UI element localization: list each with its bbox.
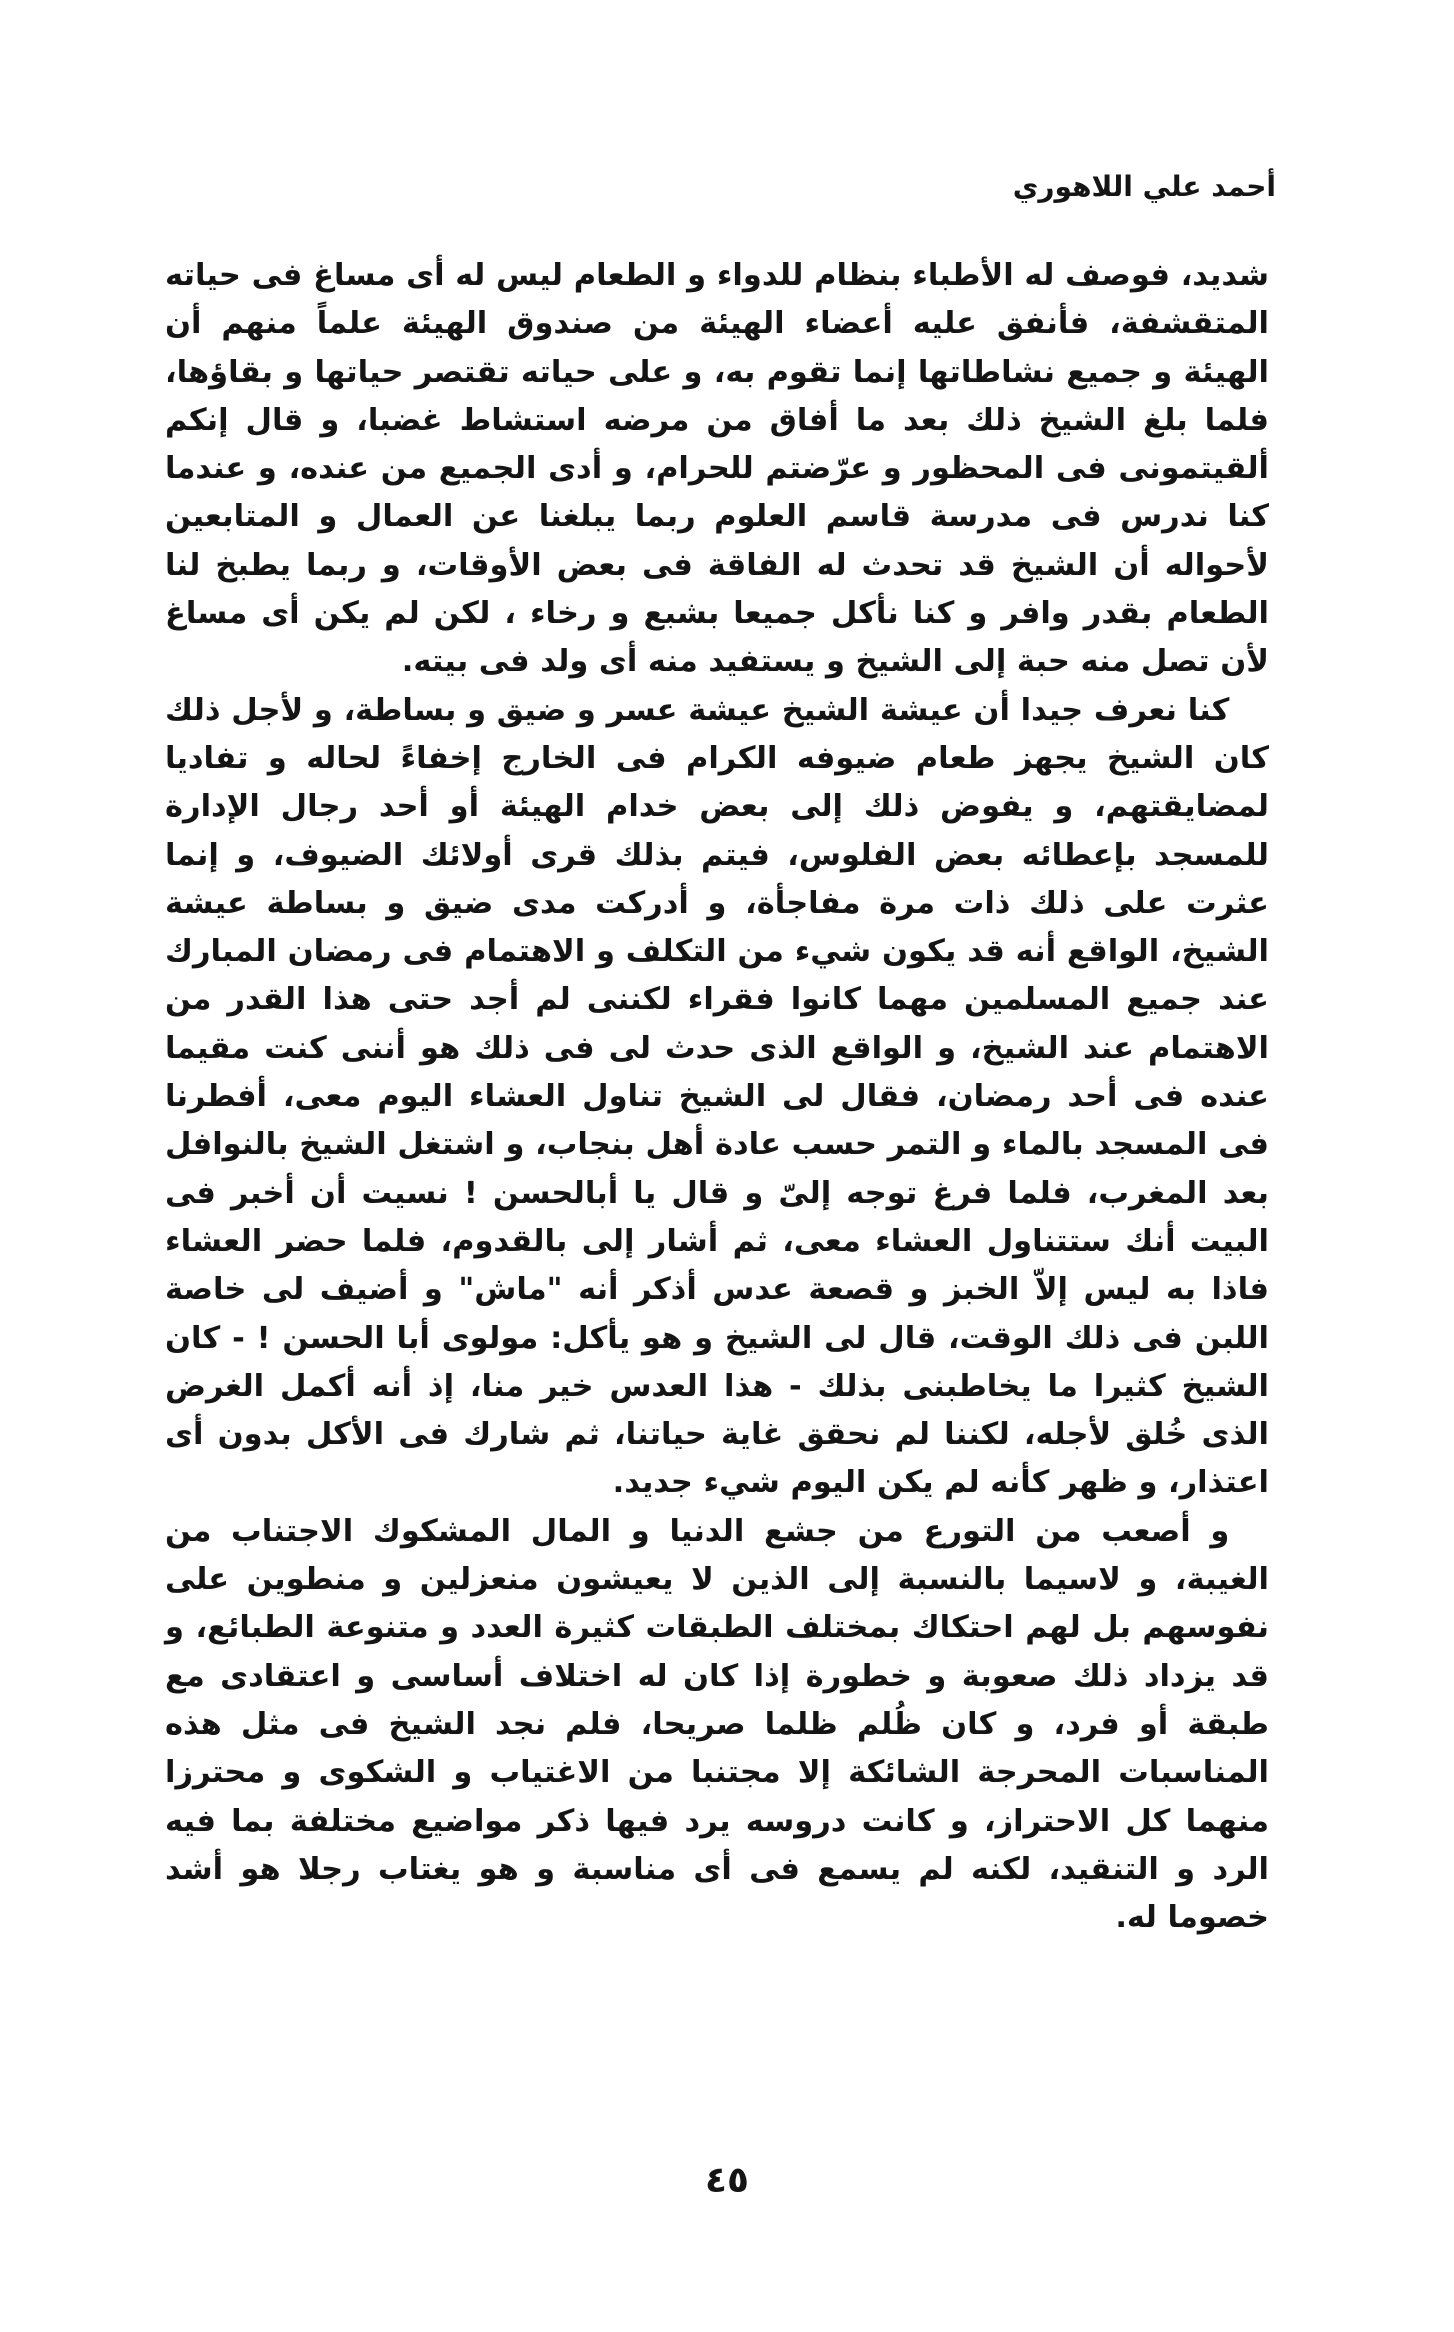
paragraph-3: و أصعب من التورع من جشع الدنيا و المال المشكوك الاجتناب من الغيبة، و لاسيما بالنسبة إلى الذين لا يعيشون منعزلين و منطوين على نفوسهم بل لهم احتكاك بمختلف الطبقات كثيرة العدد و متنوعة الطبائع، و قد يزداد ذلك صعوبة و خطورة إذا كان له اختلاف أساسى و اعتقادى مع طبقة أو فرد، و كان ظُلم ظلما صريحا، فلم نجد الشيخ فى مثل هذه المناسبات المحرجة الشائكة إلا مجتنبا من الاغتياب و الشكوى و محترزا منهما كل الاحتراز، و كانت دروسه يرد فيها ذكر مواضيع مختلفة بما فيه الرد و التنقيد، لكنه لم يسمع فى أى مناسبة و هو يغتاب رجلا هو أشد خصوما له. bbox=[165, 1513, 1269, 1936]
paragraph-1: شديد، فوصف له الأطباء بنظام للدواء و الطعام ليس له أى مساغ فى حياته المتقشفة، فأنفق عليه أعضاء الهيئة من صندوق الهيئة علماً منهم أن الهيئة و جميع نشاطاتها إنما تقوم به، و على حياته تقتصر حياتها و بقاؤها، فلما بلغ الشيخ ذلك بعد ما أفاق من مرضه استشاط غضبا، و قال إنكم ألقيتمونى فى المحظور و عرّضتم للحرام، و أدى الجميع من عنده، و عندما كنا ندرس فى مدرسة قاسم العلوم ربما يبلغنا عن العمال و المتابعين لأحواله أن الشيخ قد تحدث له الفاقة فى بعض الأوقات، و ربما يطبخ لنا الطعام بقدر وافر و كنا نأكل جميعا بشبع و رخاء ، لكن لم يكن أى مساغ لأن تصل منه حبة إلى الشيخ و يستفيد منه أى ولد فى بيته. bbox=[165, 258, 1269, 680]
page-number: ٤٥ bbox=[705, 2160, 749, 2201]
paragraph-2: كنا نعرف جيدا أن عيشة الشيخ عيشة عسر و ضيق و بساطة، و لأجل ذلك كان الشيخ يجهز طعام ضيوفه الكرام فى الخارج إخفاءً لحاله و تفاديا لمضايقتهم، و يفوض ذلك إلى بعض خدام الهيئة أو أحد رجال الإدارة للمسجد بإعطائه بعض الفلوس، فيتم بذلك قرى أولائك الضيوف، و إنما عثرت على ذلك ذات مرة مفاجأة، و أدركت مدى ضيق و بساطة عيشة الشيخ، الواقع أنه قد يكون شيء من التكلف و الاهتمام فى رمضان المبارك عند جميع المسلمين مهما كانوا فقراء لكننى لم أجد حتى هذا القدر من الاهتمام عند الشيخ، و الواقع الذى حدث لى فى ذلك هو أننى كنت مقيما عنده فى أحد رمضان، فقال لى الشيخ تناول العشاء اليوم معى، أفطرنا فى المسجد بالماء و التمر حسب عادة أهل بنجاب، و اشتغل الشيخ بالنوافل بعد المغرب، فلما فرغ توجه إلىّ و قال يا أبالحسن ! نسيت أن أخبر فى البيت أنك ستتناول العشاء معى، ثم أشار إلى بالقدوم، فلما حضر العشاء فاذا به ليس إلاّ الخبز و قصعة عدس أذكر أنه "ماش" و أضيف لى خاصة اللبن فى ذلك الوقت، قال لى الشيخ و هو يأكل: مولوى أبا الحسن ! - كان الشيخ كثيرا ما يخاطبنى بذلك - هذا العدس خير منا، إذ أنه أكمل الغرض الذى خُلق لأجله، لكننا لم نحقق غاية حياتنا، ثم شارك فى الأكل بدون أى اعتذار، و ظهر كأنه لم يكن اليوم شيء جديد. bbox=[165, 692, 1269, 1501]
running-header-author: أحمد علي اللاهوري bbox=[1012, 170, 1276, 203]
body-text bbox=[165, 252, 1269, 1942]
